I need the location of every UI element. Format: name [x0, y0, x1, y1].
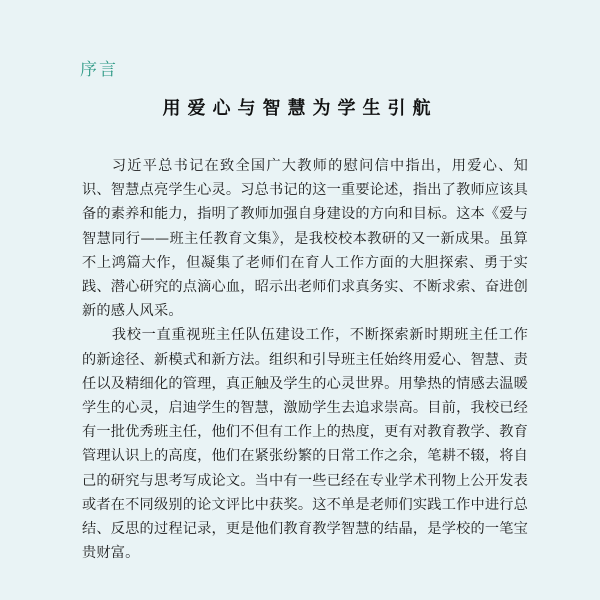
body-text [82, 154, 528, 565]
paragraph-2: 我校一直重视班主任队伍建设工作，不断探索新时期班主任工作的新途径、新模式和新方法。组织和引导班主任始终用爱心、智慧、责任以及精细化的管理，真正触及学生的心灵世界。用挚热的情感去温暖学生的心灵，启迪学生的智慧，激励学生去追求崇高。目前，我校已经有一批优秀班主任，他们不但有工作上的热度，更有对教育教学、教育管理认识上的高度，他们在紧张纷繁的日常工作之余，笔耕不辍，将自己的研究与思考写成论文。当中有一些已经在专业学术刊物上公开发表或者在不同级别的论文评比中获奖。这不单是老师们实践工作中进行总结、反思的过程记录，更是他们教育教学智慧的结晶，是学校的一笔宝贵财富。 [82, 327, 529, 562]
page-title: 用爱心与智慧为学生引航 [162, 98, 438, 119]
paragraph-1: 习近平总书记在致全国广大教师的慰问信中指出，用爱心、知识、智慧点亮学生心灵。习总书记的这一重要论述，指出了教师应该具备的素养和能力，指明了教师加强自身建设的方向和目标。这本《爱与智慧同行——班主任教育文集》，是我校校本教研的又一新成果。虽算不上鸿篇大作，但凝集了老师们在育人工作方面的大胆探索、勇于实践、潜心研究的点滴心血，昭示出老师们求真务实、不断求索、奋进创新的感人风采。 [82, 158, 529, 320]
section-label: 序言 [80, 60, 118, 80]
